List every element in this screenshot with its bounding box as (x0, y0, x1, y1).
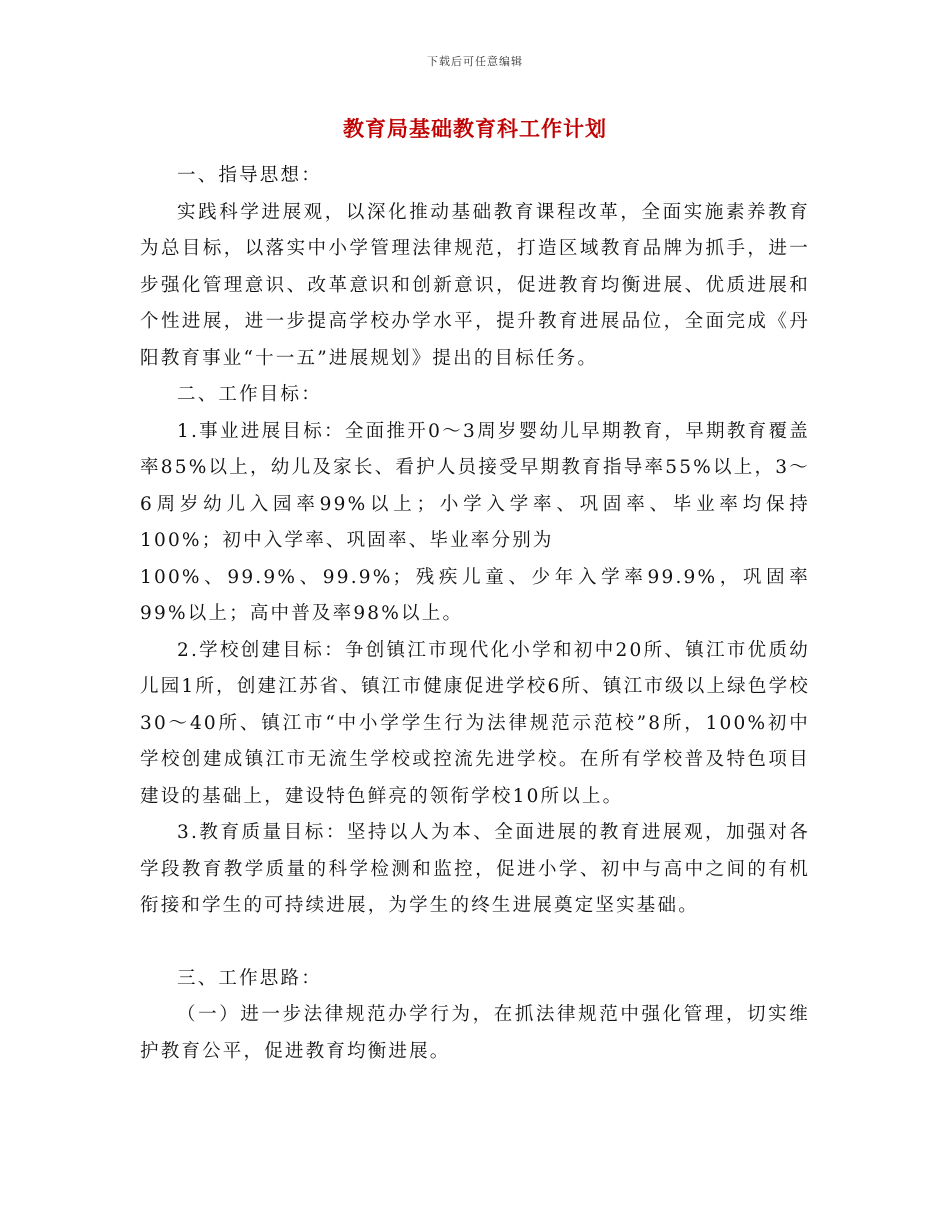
document-title: 教育局基础教育科工作计划 (343, 116, 607, 141)
paragraph-spacer (140, 925, 810, 961)
paragraph-quality-goals: 3.教育质量目标：坚持以人为本、全面进展的教育进展观，加强对各学段教育教学质量的科学检测和监控，促进小学、初中与高中之间的有机衔接和学生的可持续进展，为学生的终生进展奠定坚实基础。 (140, 822, 810, 916)
header-note: 下载后可任意编辑 (427, 55, 523, 68)
section-heading-work-goals: 二、工作目标： (177, 384, 322, 405)
paragraph-guiding-ideology: 实践科学进展观，以深化推动基础教育课程改革，全面实施素养教育为总目标，以落实中小学管理法律规范，打造区域教育品牌为抓手，进一步强化管理意识、改革意识和创新意识，促进教育均衡进展、优质进展和个性进展，进一步提高学校办学水平，提升教育进展品位，全面完成《丹阳教育事业“十一五”进展规划》提出的目标任务。 (140, 201, 810, 369)
paragraph-school-building-goals: 2.学校创建目标：争创镇江市现代化小学和初中20所、镇江市优质幼儿园1所，创建江苏省、镇江市健康促进学校6所、镇江市级以上绿色学校30～40所、镇江市“中小学学生行为法律规范示范校”8所，100%初中学校创建成镇江市无流生学校或控流先进学校。在所有学校普及特色项目建设的基础上，建设特色鲜亮的领衔学校10所以上。 (140, 639, 810, 807)
section-heading-guiding-ideology: 一、指导思想： (177, 165, 322, 186)
paragraph-approach-item-1: （一）进一步法律规范办学行为，在抓法律规范中强化管理，切实维护教育公平，促进教育均衡进展。 (140, 1004, 810, 1062)
paragraph-development-goals-continued: 100%、99.9%、99.9%；残疾儿童、少年入学率99.9%，巩固率99%以上；高中普及率98%以上。 (140, 566, 810, 624)
section-heading-work-approach: 三、工作思路： (177, 967, 322, 989)
document-body (140, 158, 810, 1070)
paragraph-development-goals: 1.事业进展目标：全面推开0～3周岁婴幼儿早期教育，早期教育覆盖率85%以上，幼儿及家长、看护人员接受早期教育指导率55%以上，3～6周岁幼儿入园率99%以上；小学入学率、巩固率、毕业率均保持100%；初中入学率、巩固率、毕业率分别为 (140, 420, 810, 551)
